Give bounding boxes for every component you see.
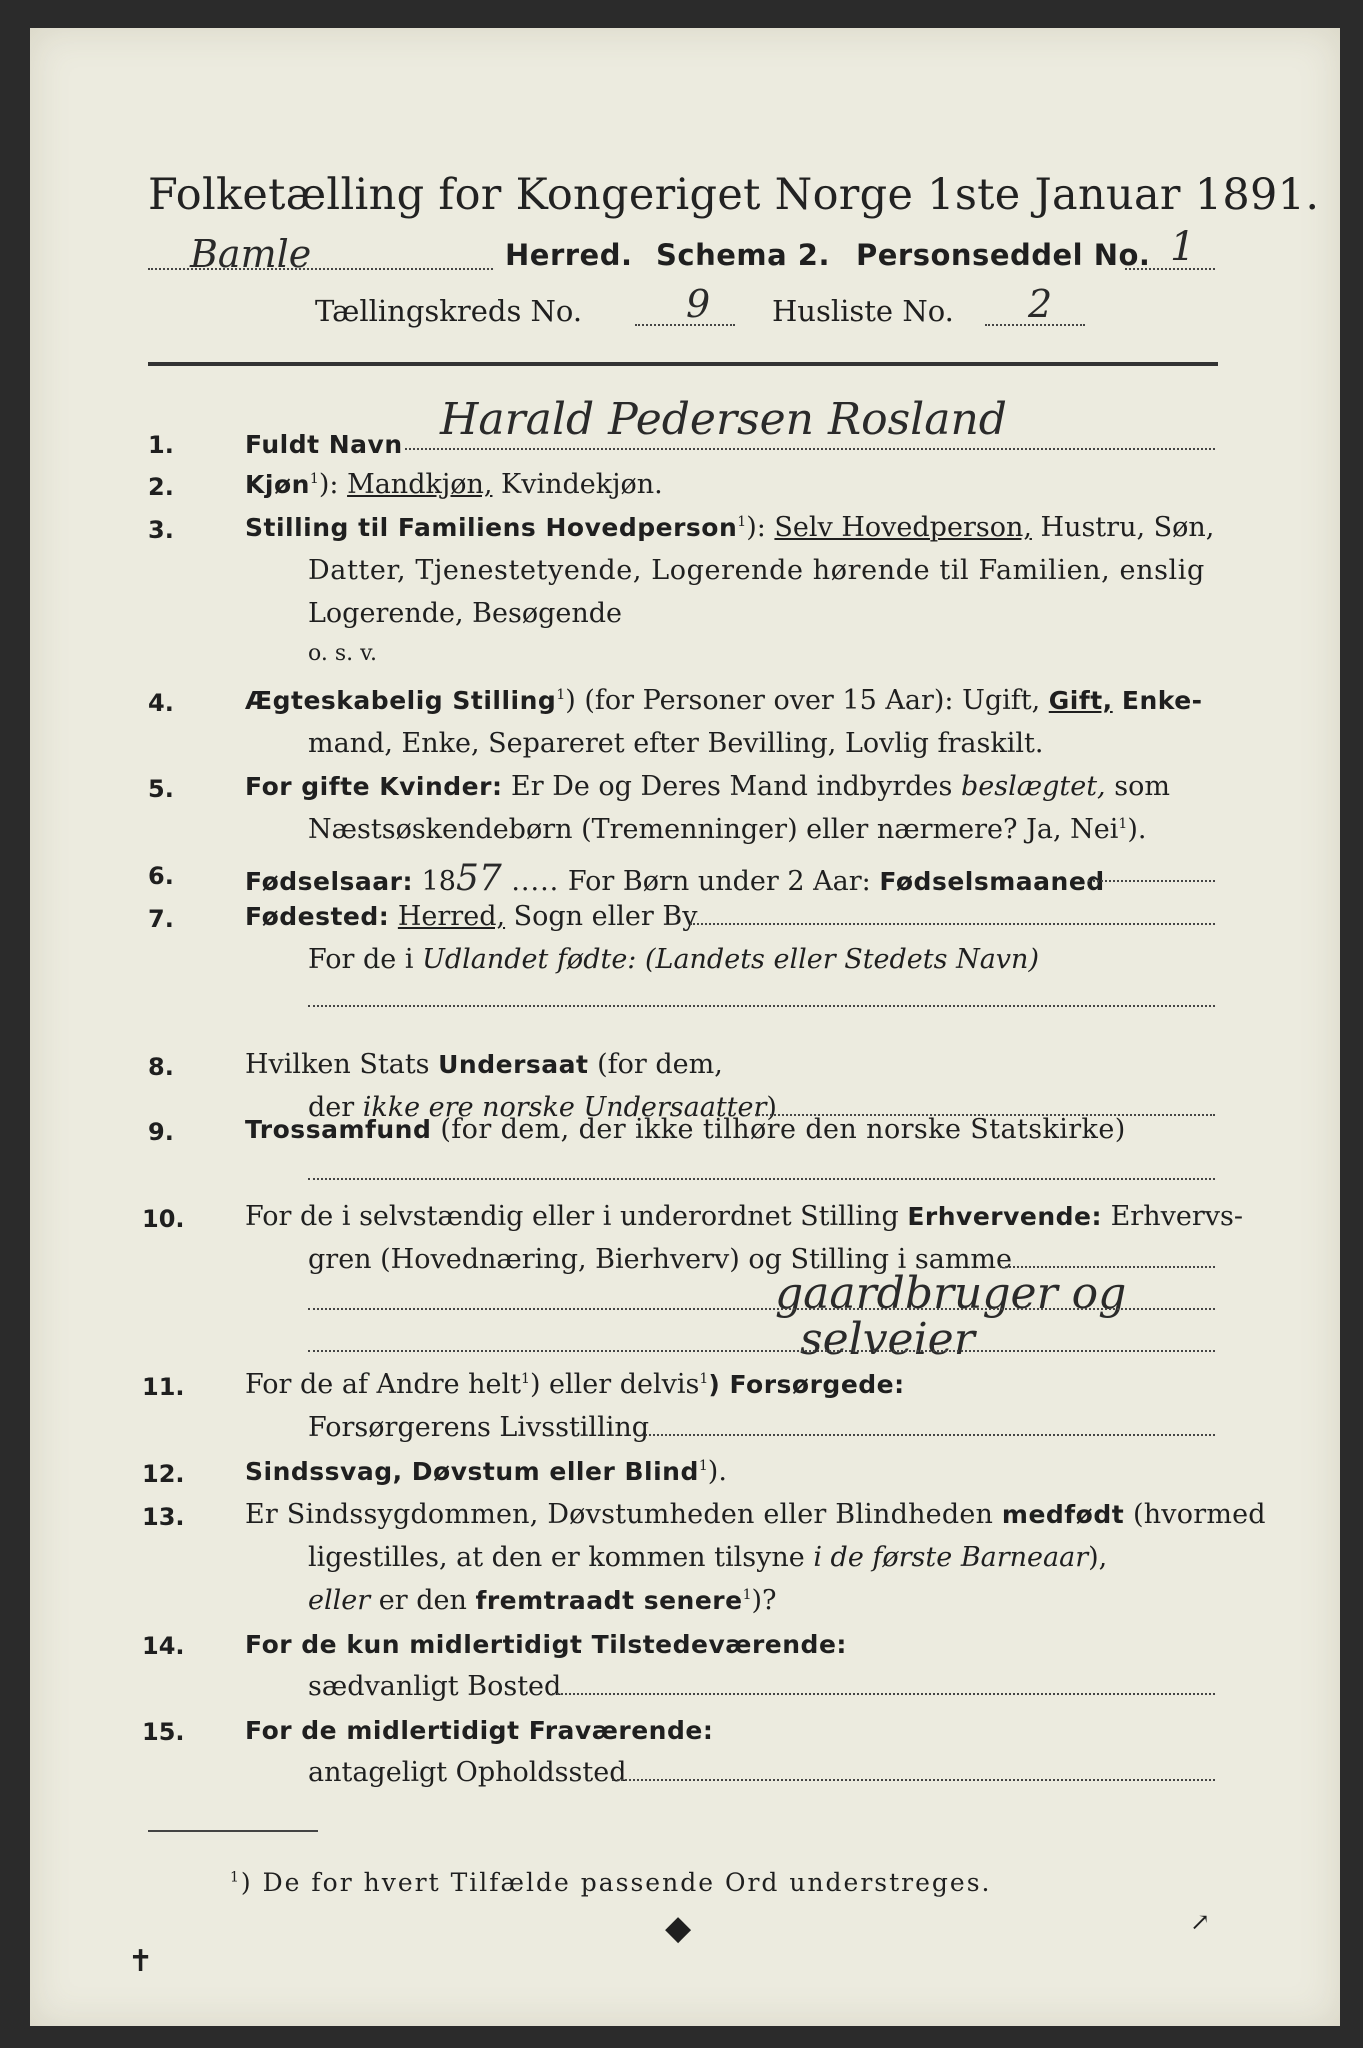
census-form-page [30, 28, 1340, 2026]
item-3-rest: Hustru, Søn, [1031, 512, 1215, 543]
item-8-l2b: ) [766, 1092, 777, 1123]
husliste-label: Husliste No. [772, 294, 954, 328]
item-7-dotted-line-2 [308, 1005, 1215, 1007]
item-6-rest: For Børn under 2 Aar: [559, 866, 880, 897]
item-15-dotted-line [612, 1779, 1215, 1781]
item-13-text: Er Sindssygdommen, Døvstumheden eller Blindheden [245, 1499, 1002, 1530]
schema-label: Schema 2. [656, 238, 830, 272]
occupation-handwritten-1: gaardbruger og [775, 1268, 1127, 1319]
item-13-number: 13. [142, 1503, 185, 1531]
item-6-line: Fødselsaar: 1857 ..... For Børn under 2 Aar: Fødselsmaaned [245, 858, 1105, 899]
item-7-l2b: fødte: (Landets eller Stedets Navn) [548, 944, 1039, 975]
item-7-l2-italic: Udlandet [422, 944, 549, 975]
item-8-text: Hvilken Stats [245, 1049, 439, 1080]
item-2-number: 2. [148, 473, 174, 501]
item-3-line-1: Stilling til Familiens Hovedperson$^1$): Selv Hovedperson, Hustru, Søn, [245, 512, 1215, 543]
item-3-selected: Selv Hovedperson, [774, 512, 1032, 543]
item-1-dotted-line [405, 448, 1215, 450]
item-4-selected: Gift, [1048, 686, 1113, 715]
item-9-dotted-line [308, 1178, 1215, 1180]
item-3-number: 3. [148, 516, 174, 544]
margin-mark-center: ◆ [665, 1908, 692, 1948]
item-14-line-2: sædvanligt Bosted [308, 1671, 562, 1702]
item-8-line-1 [245, 1049, 723, 1080]
item-10-dotted-line-2 [308, 1308, 1215, 1310]
item-2-sup: 1 [309, 471, 319, 487]
margin-mark-right: ↗ [1190, 1908, 1211, 1936]
item-9-number: 9. [148, 1118, 174, 1146]
item-13-rest: (hvormed [1124, 1499, 1266, 1530]
item-12-line: Sindssvag, Døvstum eller Blind$^1$). [245, 1456, 727, 1487]
item-13-l2b: ), [1088, 1542, 1108, 1573]
item-7-l2a: For de i [308, 944, 423, 975]
item-13-line-2 [308, 1542, 1107, 1573]
item-6-prefix: 18 [413, 866, 456, 897]
item-5-italic: beslægtet, [960, 771, 1106, 802]
item-10-rest: Erhvervs- [1102, 1201, 1243, 1232]
item-13-line-3: eller er den fremtraadt senere$^1$)? [308, 1585, 777, 1616]
item-11-line-2: Forsørgerens Livsstilling [308, 1412, 650, 1443]
item-1-label: Fuldt Navn [245, 430, 403, 459]
item-14-number: 14. [142, 1632, 185, 1660]
item-9-line [245, 1114, 1126, 1145]
item-12-label: Sindssvag, Døvstum eller Blind [245, 1457, 699, 1486]
personseddel-handwritten: 1 [1170, 224, 1196, 270]
item-13-l3-bold: fremtraadt senere [475, 1586, 743, 1615]
item-3-sup: 1 [737, 514, 747, 530]
item-11-text: For de af Andre helt [245, 1369, 522, 1400]
taellingskreds-dotted-line [635, 324, 735, 326]
item-4-text: ) (for Personer over 15 Aar): Ugift, [565, 685, 1049, 716]
item-10-number: 10. [142, 1205, 185, 1233]
item-6-number: 6. [148, 862, 174, 890]
item-8-number: 8. [148, 1053, 174, 1081]
item-3-line-3: Logerende, Besøgende [308, 598, 622, 629]
municipality-handwritten: Bamle [190, 232, 312, 276]
item-13-l3c: )? [751, 1585, 777, 1616]
item-10-line-2: gren (Hovednæring, Bierhverv) og Stilling i samme [308, 1244, 1013, 1275]
footnote: $^1$) De for hvert Tilfælde passende Ord understreges. [230, 1868, 992, 1897]
item-3-line-2: Datter, Tjenestetyende, Logerende hørende til Familien, enslig [308, 555, 1205, 586]
item-11-label: ) Forsørgede: [708, 1370, 905, 1399]
item-7-line-2 [308, 944, 1039, 975]
footnote-rule [148, 1830, 318, 1832]
footnote-text: De for hvert Tilfælde passende Ord understreges. [262, 1868, 992, 1897]
item-5-label: For gifte Kvinder: [245, 772, 503, 801]
item-11-line-1: For de af Andre helt$^1$) eller delvis$^1$) Forsørgede: [245, 1369, 905, 1400]
item-8-l2-italic: ikke ere norske Undersaatter [362, 1092, 767, 1123]
item-2-text: Kjøn$^1$): Mandkjøn, Kvindekjøn. [245, 469, 663, 500]
item-12-rest: ). [707, 1456, 727, 1487]
husliste-dotted-line [985, 324, 1085, 326]
item-14-label: For de kun midlertidigt Tilstedeværende: [245, 1630, 847, 1659]
item-10-text: For de i selvstændig eller i underordnet Stilling [245, 1201, 908, 1232]
item-6-dotted-line [1088, 880, 1215, 882]
item-5-line-1 [245, 771, 1170, 802]
taellingskreds-handwritten: 9 [686, 282, 711, 326]
footnote-sup: 1 [230, 1869, 241, 1886]
margin-mark-left: ✝ [128, 1944, 154, 1979]
husliste-handwritten: 2 [1028, 282, 1053, 326]
item-4-line-1 [245, 685, 1203, 716]
item-14-dotted-line [552, 1693, 1215, 1695]
item-4-label: Ægteskabelig Stilling [245, 686, 557, 715]
item-4-sup: 1 [556, 687, 566, 703]
occupation-handwritten-2: selveier [800, 1314, 975, 1365]
item-10-label: Erhvervende: [907, 1202, 1103, 1231]
item-11-number: 11. [142, 1373, 185, 1401]
herred-label: Herred. [505, 238, 633, 272]
item-1-number: 1. [148, 431, 174, 459]
item-2-selected: Mandkjøn, [347, 469, 493, 500]
item-4-rest: Enke- [1112, 686, 1203, 715]
item-8-label: Undersaat [438, 1050, 589, 1079]
item-5-number: 5. [148, 775, 174, 803]
item-5-line-2: Næstsøskendebørn (Tremenninger) eller nærmere? Ja, Nei$^1$). [308, 814, 1147, 845]
item-15-number: 15. [142, 1718, 185, 1746]
item-13-l3-italic: eller [308, 1585, 371, 1616]
item-13-l3a: er den [370, 1585, 476, 1616]
personseddel-dotted-line [1125, 268, 1215, 270]
item-11-dotted-line [642, 1434, 1215, 1436]
item-5-line-2-text: Næstsøskendebørn (Tremenninger) eller nærmere? Ja, Nei [308, 814, 1119, 845]
item-11-mid: ) eller delvis [529, 1369, 700, 1400]
item-6-label: Fødselsaar: [245, 867, 413, 896]
item-2-rest: Kvindekjøn. [492, 469, 663, 500]
item-10-dotted-line-3 [308, 1350, 1215, 1352]
item-13-line-1 [245, 1499, 1266, 1530]
item-15-line-2: antageligt Opholdssted [308, 1757, 627, 1788]
item-5-rest: som [1105, 771, 1170, 802]
item-4-number: 4. [148, 689, 174, 717]
item-2-label: Kjøn [245, 470, 310, 499]
item-13-l2a: ligestilles, at den er kommen tilsyne [308, 1542, 814, 1573]
item-7-selected: Herred, [397, 901, 506, 932]
item-6-label-2: Fødselsmaaned [879, 867, 1105, 896]
birth-year-handwritten: 57 [455, 858, 502, 899]
item-7-dotted-line-1 [690, 923, 1215, 925]
item-5-text: Er De og Deres Mand indbyrdes [502, 771, 961, 802]
item-4-line-2: mand, Enke, Separeret efter Bevilling, Lovlig fraskilt. [308, 728, 1044, 759]
item-13-l2-italic: i de første Barneaar [813, 1542, 1089, 1573]
item-15-label: For de midlertidigt Fraværende: [245, 1716, 714, 1745]
form-title: Folketælling for Kongeriget Norge 1ste Januar 1891. [148, 170, 1320, 220]
item-3-line-4: o. s. v. [308, 641, 377, 666]
item-9-rest: (for dem, der ikke tilhøre den norske Statskirke) [431, 1114, 1126, 1145]
header-separator [148, 362, 1218, 366]
item-5-sup: 1 [1118, 816, 1128, 832]
full-name-handwritten: Harald Pedersen Rosland [440, 394, 1007, 445]
item-9-label: Trossamfund [245, 1115, 432, 1144]
item-12-number: 12. [142, 1460, 185, 1488]
item-7-label: Fødested: [245, 902, 390, 931]
item-7-number: 7. [148, 905, 174, 933]
item-10-line-1 [245, 1201, 1243, 1232]
item-3-label: Stilling til Familiens Hovedperson [245, 513, 738, 542]
item-13-label: medfødt [1001, 1500, 1125, 1529]
item-7-line-1 [245, 901, 697, 932]
municipality-dotted-line [148, 268, 493, 270]
personseddel-label: Personseddel No. [856, 238, 1151, 272]
taellingskreds-label: Tællingskreds No. [315, 294, 583, 328]
item-7-rest: Sogn eller By [505, 901, 698, 932]
item-8-rest: (for dem, [588, 1049, 723, 1080]
item-8-l2a: der [308, 1092, 363, 1123]
